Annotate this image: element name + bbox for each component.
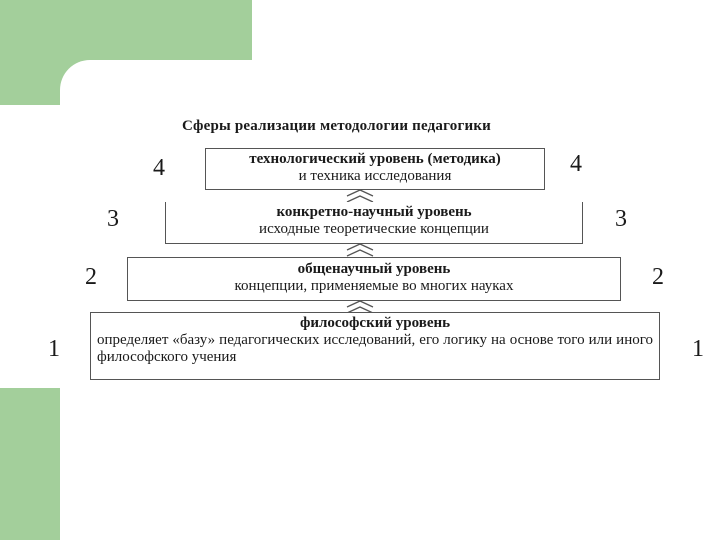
level-2-name: общенаучный уровень	[297, 261, 451, 277]
decorative-green-strip-top	[0, 0, 60, 105]
level-2-box	[127, 257, 621, 301]
chevron-up-icon	[345, 243, 375, 257]
level-2-number-right: 2	[652, 264, 664, 290]
level-3-number-left: 3	[107, 206, 119, 232]
level-1-number-right: 1	[692, 336, 704, 362]
level-3-description: исходные теоретические концепции	[259, 221, 489, 237]
level-1-description: определяет «базу» педагогических исследований, его логику на основе того или иного философского учения	[97, 332, 653, 365]
chevron-up-icon	[345, 189, 375, 203]
level-3-name: конкретно-научный уровень	[276, 204, 472, 220]
level-4-number-left: 4	[153, 155, 165, 181]
level-4-number-right: 4	[570, 151, 582, 177]
level-4-description: и техника исследования	[298, 168, 452, 184]
level-3-box	[165, 202, 583, 244]
level-1-name: философский уровень	[299, 315, 451, 331]
level-3-number-right: 3	[615, 206, 627, 232]
level-4-name: технологический уровень (методика)	[249, 151, 501, 167]
decorative-green-block-bottom	[0, 388, 60, 540]
level-1-box	[90, 312, 660, 380]
level-4-box	[205, 148, 545, 190]
diagram-title: Сферы реализации методологии педагогики	[182, 118, 492, 134]
level-2-description: концепции, применяемые во многих науках	[234, 278, 514, 294]
level-1-number-left: 1	[48, 336, 60, 362]
level-2-number-left: 2	[85, 264, 97, 290]
